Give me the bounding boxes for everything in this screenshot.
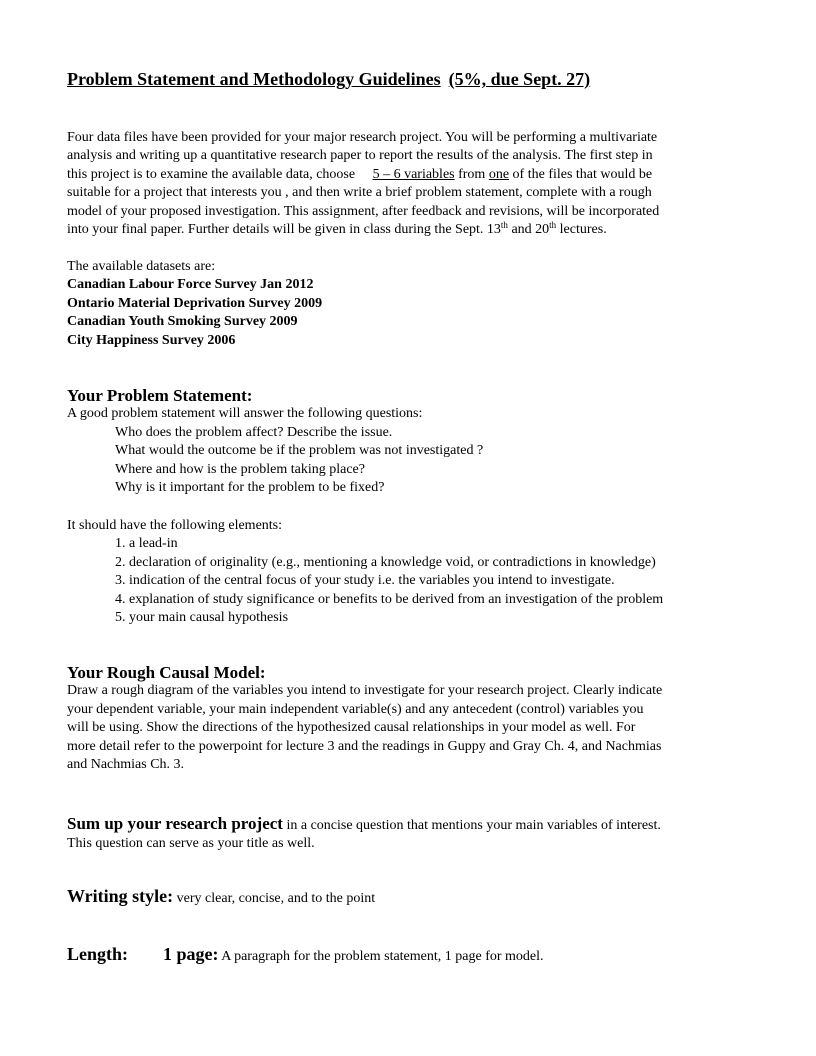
length-text: A paragraph for the problem statement, 1 page for model. [218, 949, 544, 964]
intro-line: analysis and writing up a quantitative research paper to report the results of the analysis. The first step in [67, 148, 653, 164]
intro-text: of the files that would be [512, 166, 653, 182]
causal-model-heading: Your Rough Causal Model: [67, 663, 266, 682]
dataset-item: Canadian Labour Force Survey Jan 2012 [67, 277, 314, 293]
question-item: Why is it important for the problem to be fixed? [115, 480, 385, 496]
question-item: What would the outcome be if the problem was not investigated ? [115, 443, 484, 459]
dataset-item: Canadian Youth Smoking Survey 2009 [67, 314, 298, 330]
problem-statement-intro: A good problem statement will answer the following questions: [67, 406, 423, 422]
length-heading: Length: [67, 944, 129, 964]
ordinal-suffix: th [549, 220, 557, 231]
intro-line [67, 166, 737, 184]
dataset-item: City Happiness Survey 2006 [67, 332, 236, 348]
causal-model-line: your dependent variable, your main independent variable(s) and any antecedent (control) variables you [67, 701, 644, 717]
length-value: 1 page: [163, 944, 219, 964]
datasets-label: The available datasets are: [67, 259, 216, 274]
title-main: Problem Statement and Methodology Guidelines [67, 69, 441, 89]
writing-style-line [67, 887, 737, 908]
length-line [67, 945, 737, 966]
sum-up-line [67, 815, 737, 835]
causal-model-line: Draw a rough diagram of the variables you intend to investigate for your research project. Clearly indicate [67, 683, 663, 699]
writing-style-heading: Writing style: [67, 886, 174, 906]
intro-text: lectures. [556, 222, 607, 238]
element-item: 2. declaration of originality (e.g., mentioning a knowledge void, or contradictions in knowledge) [115, 554, 656, 570]
length-section [67, 945, 737, 966]
causal-model-line: will be using. Show the directions of the hypothesized causal relationships in your model as well. For [67, 720, 636, 736]
causal-model-section [67, 664, 737, 774]
intro-text: this project is to examine the available data, choose [67, 166, 356, 182]
writing-style-text: very clear, concise, and to the point [173, 891, 376, 906]
page-title [67, 69, 590, 90]
sum-up-section [67, 815, 737, 854]
intro-line: suitable for a project that interests you , and then write a brief problem statement, complete with a rough [67, 185, 652, 201]
element-item: 5. your main causal hypothesis [115, 610, 289, 626]
sum-up-text: in a concise question that mentions your main variables of interest. [282, 818, 661, 833]
one-file: one [488, 166, 510, 182]
elements-section [67, 517, 737, 627]
problem-statement-heading: Your Problem Statement: [67, 386, 253, 405]
sum-up-line: This question can serve as your title as well. [67, 836, 315, 852]
element-item: 1. a lead-in [115, 536, 178, 552]
intro-text: into your final paper. Further details will be given in class during the Sept. 13 [67, 222, 501, 238]
causal-model-line: more detail refer to the powerpoint for lecture 3 and the readings in Guppy and Gray Ch. 4, and Nachmias [67, 738, 662, 754]
element-item: 4. explanation of study significance or benefits to be derived from an investigation of the problem [115, 591, 664, 607]
variables-count: 5 – 6 variables [372, 166, 455, 182]
intro-text: and 20 [507, 222, 550, 238]
dataset-item: Ontario Material Deprivation Survey 2009 [67, 295, 323, 311]
question-item: Where and how is the problem taking place? [115, 461, 365, 477]
intro-line: Four data files have been provided for your major research project. You will be performing a multivariate [67, 130, 658, 145]
datasets-section [67, 258, 737, 350]
question-item: Who does the problem affect? Describe the issue. [115, 424, 393, 440]
elements-intro: It should have the following elements: [67, 518, 283, 533]
intro-line: model of your proposed investigation. This assignment, after feedback and revisions, will be incorporated [67, 203, 660, 219]
intro-line [67, 221, 737, 239]
problem-statement-section [67, 387, 737, 497]
causal-model-line: and Nachmias Ch. 3. [67, 757, 185, 773]
intro-text: from [458, 166, 486, 182]
element-item: 3. indication of the central focus of your study i.e. the variables you intend to investigate. [115, 573, 615, 589]
writing-style-section [67, 887, 737, 908]
sum-up-heading: Sum up your research project [67, 814, 283, 833]
ordinal-suffix: th [500, 220, 508, 231]
intro-paragraph [67, 129, 737, 239]
title-due: (5%, due Sept. 27) [448, 69, 591, 89]
